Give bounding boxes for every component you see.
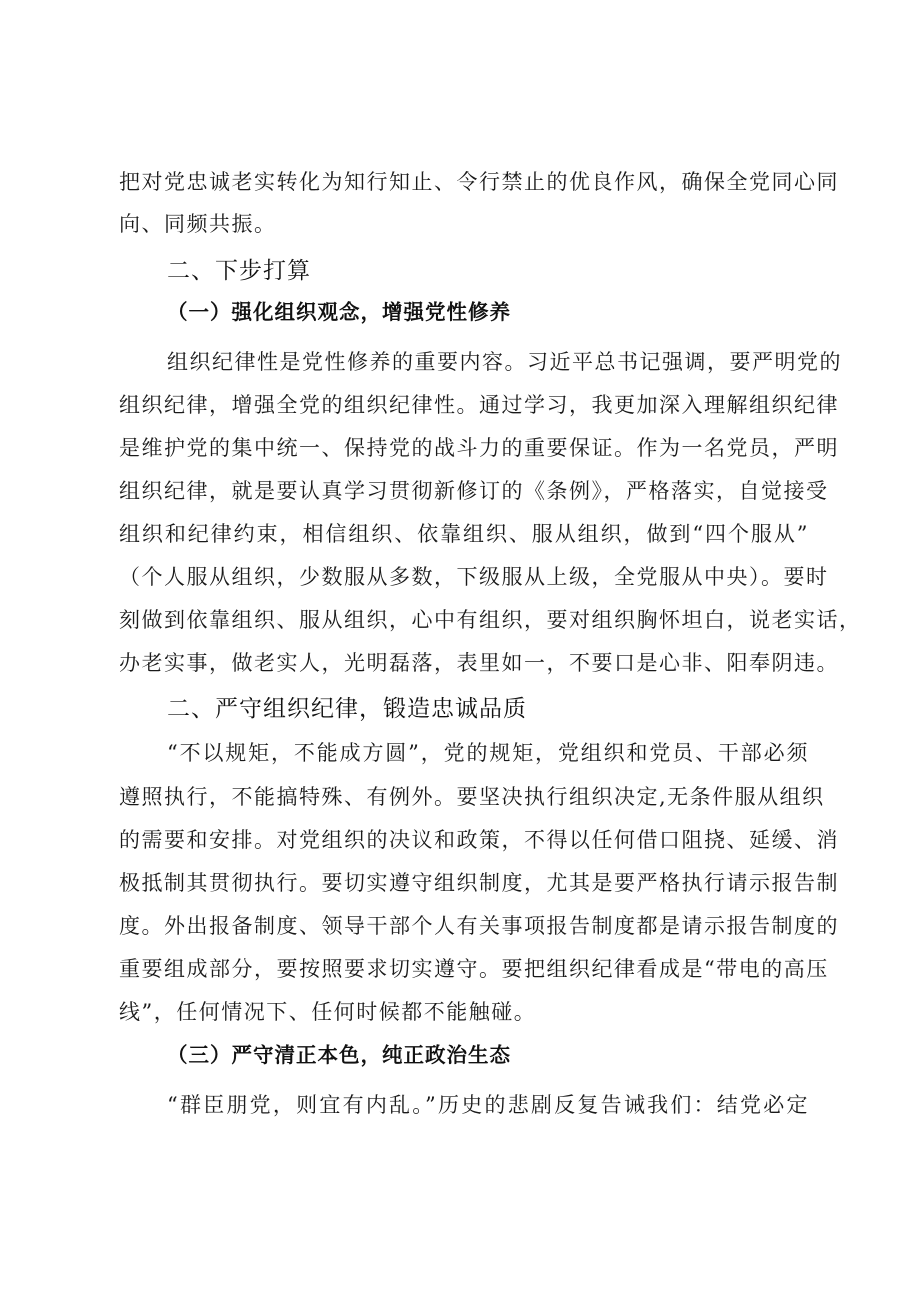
body-text-line: 极抵制其贯彻执行。要切实遵守组织制度，尤其是要严格执行请示报告制 bbox=[119, 871, 839, 895]
body-text-line: 是维护党的集中统一、保持党的战斗力的重要保证。作为一名党员，严明 bbox=[119, 436, 839, 460]
body-text-line: 向、同频共振。 bbox=[119, 212, 277, 236]
body-text-line: “不以规矩，不能成方圆”，党的规矩，党组织和党员、干部必须 bbox=[167, 741, 809, 765]
body-text-line: 遵照执行，不能搞特殊、有例外。要坚决执行组织决定,无条件服从组织 bbox=[119, 785, 825, 809]
body-text-line: 把对党忠诚老实转化为知行知止、令行禁止的优良作风，确保全党同心同 bbox=[119, 170, 839, 194]
body-text-line: “群臣朋党，则宜有内乱。”历史的悲剧反复告诫我们：结党必定 bbox=[167, 1093, 809, 1117]
body-text-line: 的需要和安排。对党组织的决议和政策，不得以任何借口阻挠、延缓、消 bbox=[119, 828, 839, 852]
body-text-line: 组织纪律，增强全党的组织纪律性。通过学习，我更加深入理解组织纪律 bbox=[119, 393, 839, 417]
body-text-line: 重要组成部分，要按照要求切实遵守。要把组织纪律看成是“带电的高压 bbox=[119, 957, 829, 981]
body-text-line: 线”，任何情况下、任何时候都不能触碰。 bbox=[119, 1000, 537, 1024]
body-text-line: 组织纪律，就是要认真学习贯彻新修订的《条例》，严格落实，自觉接受 bbox=[119, 479, 829, 503]
subsection-heading: （一）强化组织观念，增强党性修养 bbox=[167, 300, 511, 324]
section-heading: 二、下步打算 bbox=[167, 258, 311, 284]
body-text-line: 刻做到依靠组织、服从组织，心中有组织，要对组织胸怀坦白，说老实话， bbox=[119, 608, 862, 632]
subsection-heading: （三）严守清正本色，纯正政治生态 bbox=[167, 1043, 511, 1067]
body-text-line: 组织纪律性是党性修养的重要内容。习近平总书记强调，要严明党的 bbox=[167, 350, 842, 374]
body-text-line: 办老实事，做老实人，光明磊落，表里如一，不要口是心非、阳奉阴违。 bbox=[119, 651, 839, 675]
body-text-line: 度。外出报备制度、领导干部个人有关事项报告制度都是请示报告制度的 bbox=[119, 914, 839, 938]
section-heading: 二、严守组织纪律，锻造忠诚品质 bbox=[167, 696, 527, 722]
body-text-line: 组织和纪律约束，相信组织、依靠组织、服从组织，做到“四个服从” bbox=[119, 522, 809, 546]
body-text-line: （个人服从组织，少数服从多数，下级服从上级，全党服从中央）。要时 bbox=[119, 565, 829, 589]
